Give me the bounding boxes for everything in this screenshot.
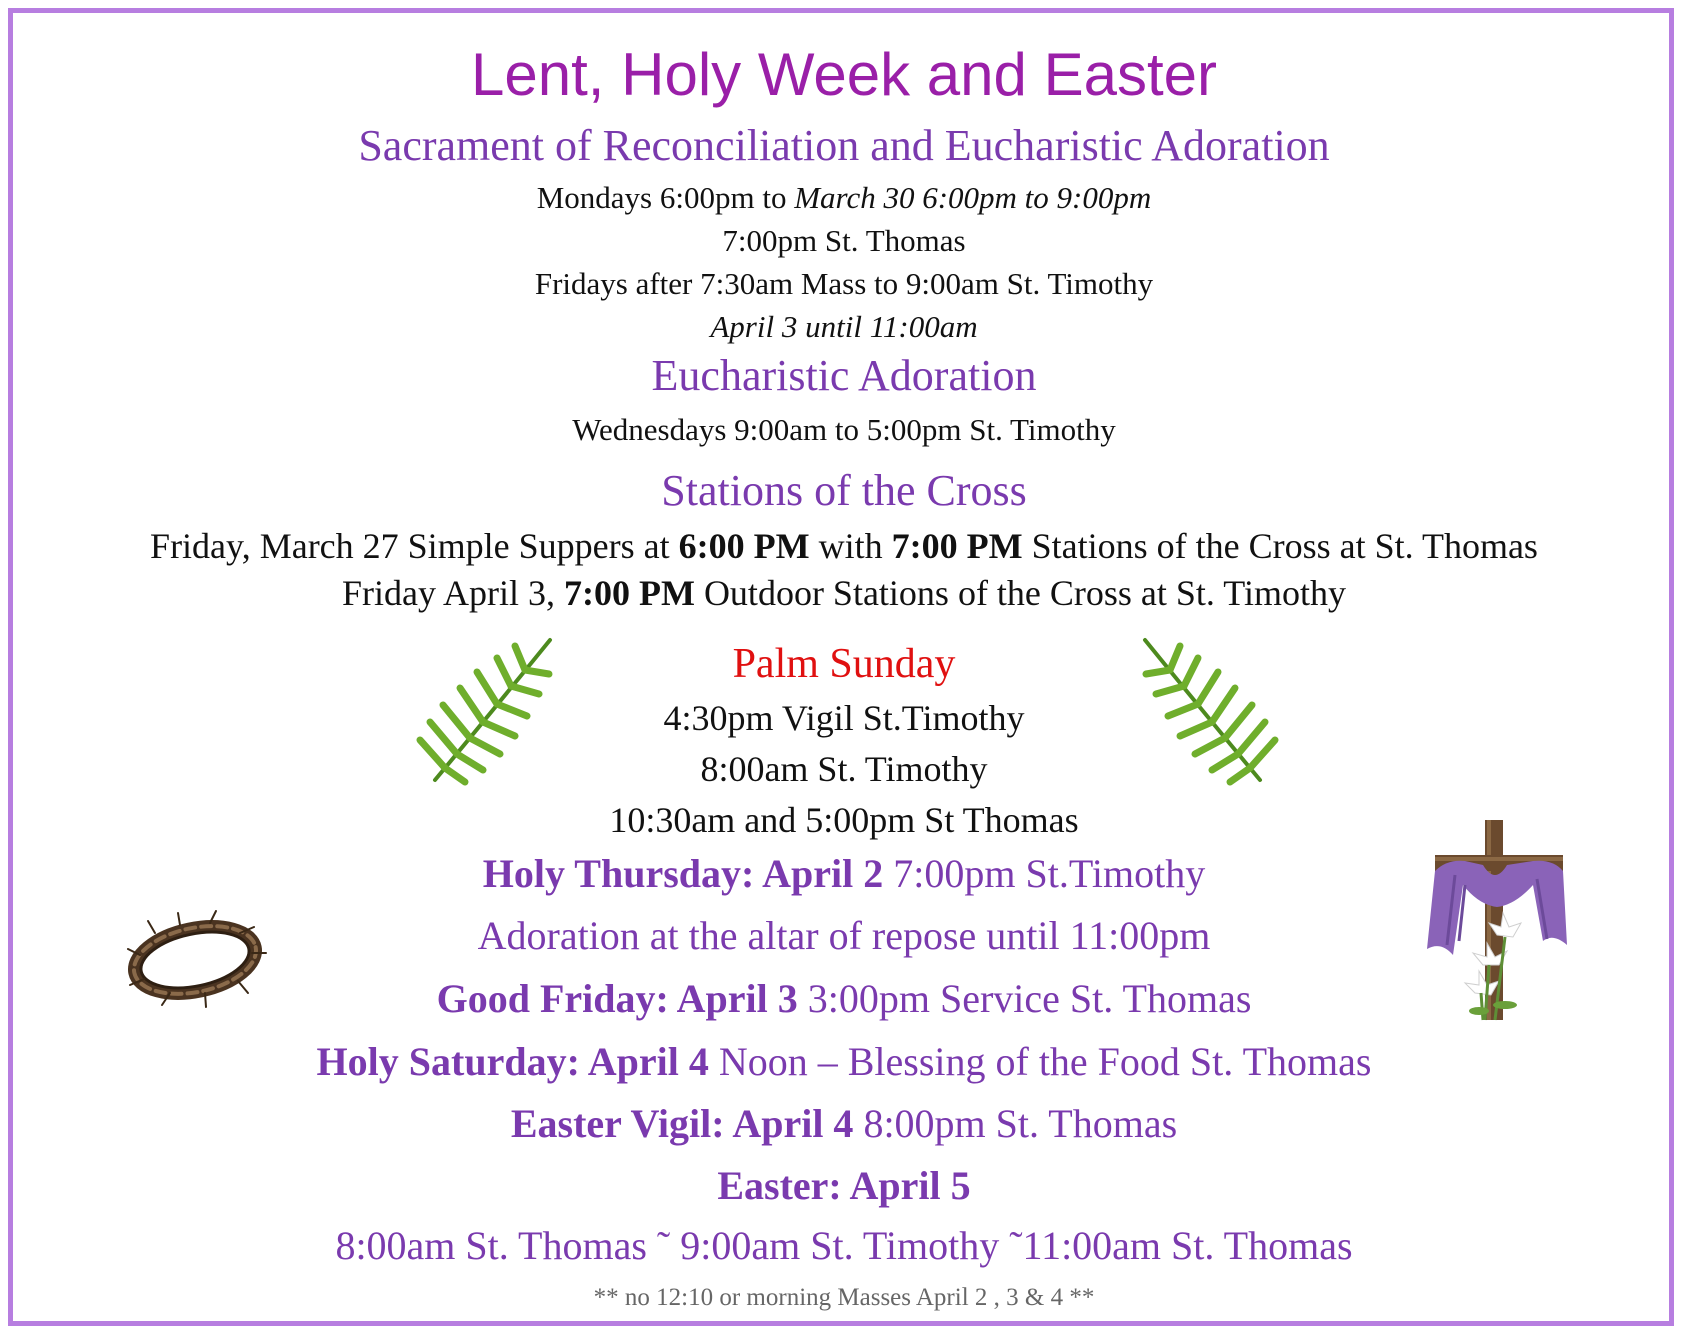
palm-frond-icon: [1130, 630, 1280, 790]
holy-saturday-line: Holy Saturday: April 4 Noon – Blessing of the Food St. Thomas: [316, 1039, 1372, 1084]
stations-heading: Stations of the Cross: [661, 466, 1027, 515]
easter-masses-line: 8:00am St. Thomas ˜ 9:00am St. Timothy ˜11:00am St. Thomas: [335, 1223, 1353, 1268]
reconciliation-line-3: Fridays after 7:30am Mass to 9:00am St. Timothy: [534, 266, 1154, 301]
easter-heading: Easter: April 5: [717, 1163, 971, 1208]
altar-of-repose-line: Adoration at the altar of repose until 11:00pm: [477, 913, 1211, 958]
palm-sunday-line-2: 8:00am St. Timothy: [700, 749, 988, 789]
adoration-heading: Eucharistic Adoration: [651, 351, 1037, 400]
reconciliation-heading: Sacrament of Reconciliation and Eucharistic Adoration: [358, 121, 1330, 170]
adoration-line-1: Wednesdays 9:00am to 5:00pm St. Timothy: [572, 412, 1116, 447]
reconciliation-line-1: Mondays 6:00pm to March 30 6:00pm to 9:00pm: [536, 180, 1152, 215]
reconciliation-line-2: 7:00pm St. Thomas: [722, 223, 966, 258]
easter-vigil-line: Easter Vigil: April 4 8:00pm St. Thomas: [510, 1101, 1178, 1146]
draped-cross-icon: [1425, 815, 1575, 1025]
palm-frond-icon: [415, 630, 565, 790]
footnote: ** no 12:10 or morning Masses April 2 , 3 & 4 **: [593, 1284, 1095, 1311]
stations-line-1: Friday, March 27 Simple Suppers at 6:00 PM with 7:00 PM Stations of the Cross at St. Thomas: [150, 526, 1538, 566]
palm-sunday-line-3: 10:30am and 5:00pm St Thomas: [609, 800, 1079, 840]
good-friday-line: Good Friday: April 3 3:00pm Service St. Thomas: [436, 976, 1252, 1021]
palm-sunday-line-1: 4:30pm Vigil St.Timothy: [663, 698, 1025, 738]
palm-sunday-heading: Palm Sunday: [732, 641, 956, 687]
crown-of-thorns-icon: [120, 905, 270, 1015]
stations-line-2: Friday April 3, 7:00 PM Outdoor Stations of the Cross at St. Timothy: [341, 573, 1347, 613]
reconciliation-line-4: April 3 until 11:00am: [710, 309, 978, 344]
holy-thursday-line: Holy Thursday: April 2 7:00pm St.Timothy: [482, 851, 1206, 896]
page-title: Lent, Holy Week and Easter: [471, 41, 1217, 108]
